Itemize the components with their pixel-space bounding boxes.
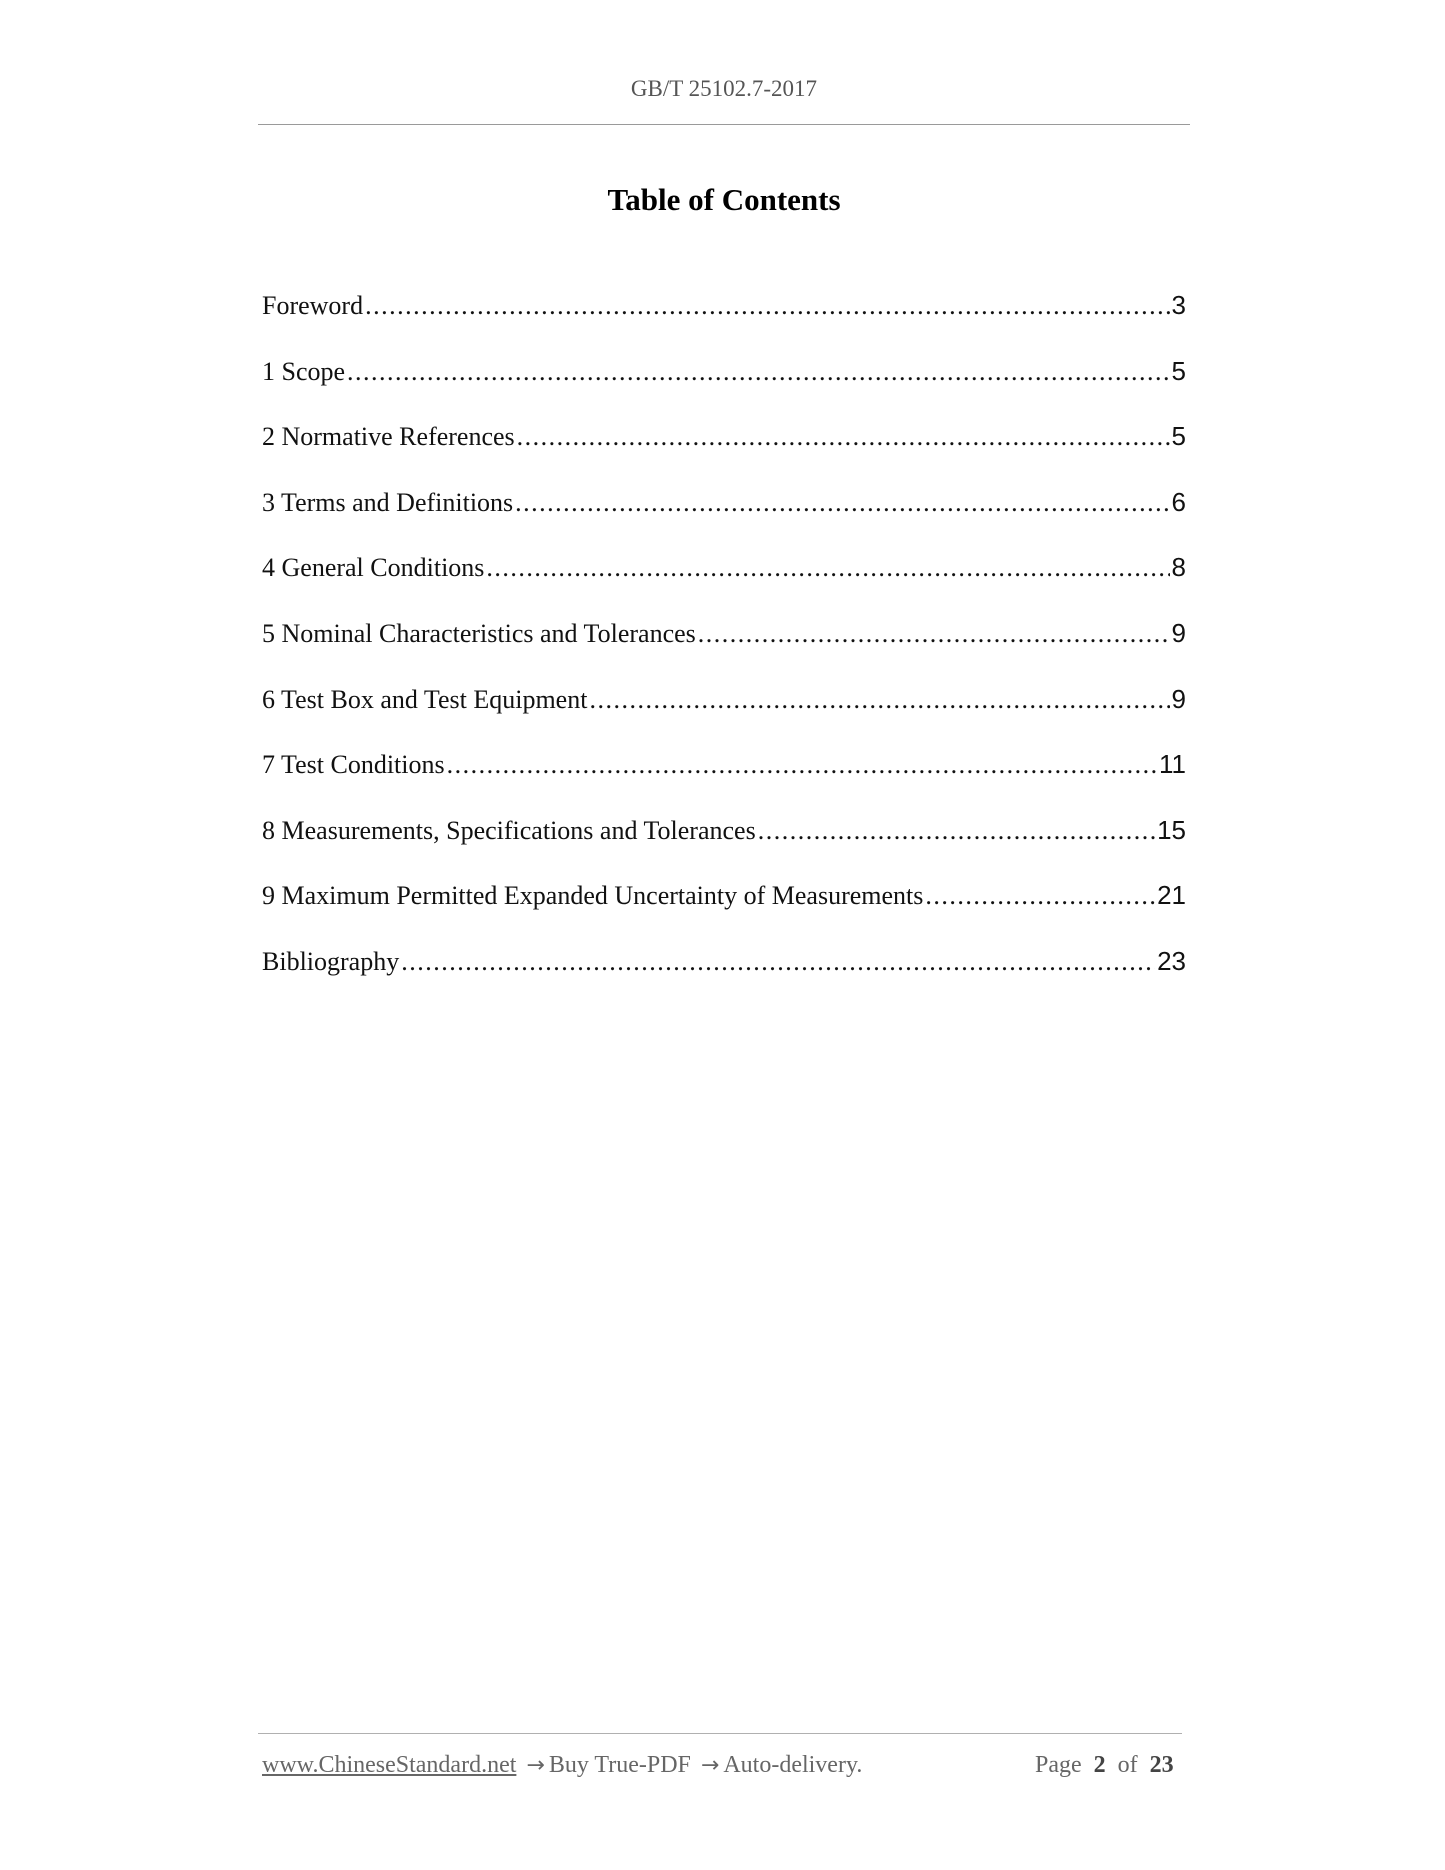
site-link[interactable]: www.ChineseStandard.net: [262, 1752, 517, 1778]
toc-entry-label: 5 Nominal Characteristics and Tolerances: [262, 618, 696, 648]
footer-divider: [258, 1733, 1182, 1734]
toc-entry-page: 6: [1171, 486, 1186, 517]
header-divider: [258, 124, 1190, 125]
toc-dot-leader: [365, 291, 1169, 321]
toc-dot-leader: [517, 422, 1170, 452]
toc-dot-leader: [515, 488, 1169, 518]
page-indicator: [1035, 1752, 1174, 1779]
footer-promo: [262, 1752, 862, 1779]
toc-entry-page: 8: [1171, 552, 1186, 583]
toc-entry-page: 3: [1171, 290, 1186, 320]
toc-entry-measurements[interactable]: [262, 815, 1186, 881]
auto-delivery-text: Auto-delivery.: [723, 1752, 863, 1778]
toc-entry-foreword[interactable]: [262, 290, 1186, 356]
toc-entry-page: 23: [1157, 945, 1186, 976]
toc-entry-page: 5: [1171, 355, 1186, 386]
toc-title: Table of Contents: [607, 182, 841, 217]
toc-dot-leader: [401, 947, 1155, 977]
toc-entry-label: Bibliography: [262, 946, 400, 976]
toc-entry-page: 11: [1159, 749, 1186, 780]
toc-entry-test-box[interactable]: [262, 684, 1186, 750]
toc-entry-label: 6 Test Box and Test Equipment: [262, 684, 588, 714]
toc-dot-leader: [925, 881, 1155, 911]
page-current: 2: [1093, 1752, 1106, 1778]
toc-dot-leader: [347, 357, 1169, 387]
toc-entry-label: 2 Normative References: [262, 422, 515, 452]
toc-entry-label: 4 General Conditions: [262, 553, 485, 583]
toc-entry-label: Foreword: [262, 291, 364, 320]
page-label: Page: [1035, 1752, 1082, 1778]
toc-entry-page: 9: [1171, 617, 1186, 648]
page-total: 23: [1149, 1752, 1174, 1778]
buy-pdf-text: Buy True-PDF: [548, 1752, 691, 1778]
toc-dot-leader: [486, 553, 1169, 583]
toc-entry-bibliography[interactable]: [262, 946, 1186, 1012]
toc-entry-scope[interactable]: [262, 356, 1186, 422]
toc-entry-label: 3 Terms and Definitions: [262, 487, 514, 517]
toc-entry-page: 15: [1157, 814, 1186, 845]
arrow-right-icon: →: [526, 1753, 545, 1778]
toc-dot-leader: [698, 619, 1170, 649]
toc-entry-page: 9: [1171, 683, 1186, 714]
toc-dot-leader: [589, 685, 1169, 715]
toc-entry-label: 1 Scope: [262, 356, 346, 386]
toc-entry-label: 7 Test Conditions: [262, 750, 445, 780]
toc-list: [262, 290, 1186, 1012]
running-header: GB/T 25102.7-2017: [630, 76, 818, 101]
toc-entry-test-conditions[interactable]: [262, 749, 1186, 815]
toc-entry-terms-and-definitions[interactable]: [262, 487, 1186, 553]
arrow-right-icon: →: [700, 1753, 720, 1778]
page-of-label: of: [1117, 1752, 1138, 1778]
toc-entry-uncertainty[interactable]: [262, 880, 1186, 946]
toc-dot-leader: [758, 816, 1155, 846]
toc-entry-page: 5: [1171, 421, 1186, 452]
toc-entry-page: 21: [1157, 880, 1186, 911]
toc-entry-label: 9 Maximum Permitted Expanded Uncertainty of Measurements: [262, 881, 924, 911]
toc-entry-label: 8 Measurements, Specifications and Tolerances: [262, 815, 756, 845]
toc-entry-nominal-characteristics[interactable]: [262, 618, 1186, 684]
toc-entry-general-conditions[interactable]: [262, 552, 1186, 618]
toc-dot-leader: [447, 750, 1157, 780]
toc-entry-normative-references[interactable]: [262, 421, 1186, 487]
